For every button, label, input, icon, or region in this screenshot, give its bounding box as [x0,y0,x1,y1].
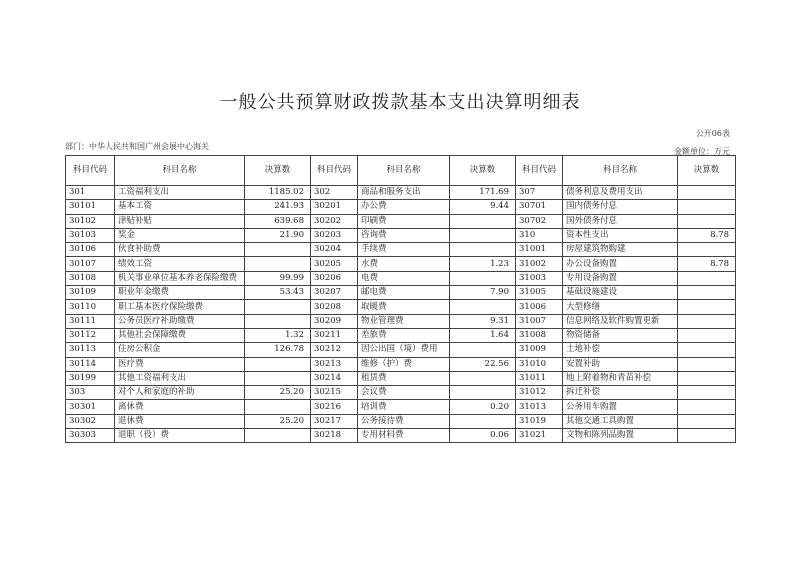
amount-cell [450,300,516,314]
subject-code-cell: 310 [516,228,563,242]
amount-cell: 639.68 [245,214,311,228]
amount-cell [678,243,736,257]
subject-name-cell: 培训费 [358,400,450,414]
table-row [66,228,736,242]
amount-cell: 7.90 [450,286,516,300]
subject-name-cell: 电费 [358,271,450,285]
table-row [66,386,736,400]
subject-code-cell: 30301 [66,400,115,414]
amount-cell [450,228,516,242]
subject-name-cell: 国内债务付息 [563,200,678,214]
amount-cell: 1.32 [245,328,311,342]
subject-code-cell: 30199 [66,371,115,385]
subject-name-cell: 租赁费 [358,371,450,385]
amount-cell [678,300,736,314]
table-row [66,200,736,214]
amount-cell [678,214,736,228]
subject-name-cell: 基本工资 [115,200,245,214]
amount-unit-label: 金额单位：万元 [674,147,730,156]
header-subject-name-1: 科目名称 [115,156,245,186]
amount-cell [678,343,736,357]
subject-code-cell: 30206 [311,271,358,285]
subject-code-cell: 30207 [311,286,358,300]
subject-name-cell: 商品和服务支出 [358,186,450,200]
amount-cell [245,314,311,328]
table-row [66,328,736,342]
amount-cell [450,414,516,428]
amount-cell [678,186,736,200]
subject-code-cell: 31010 [516,357,563,371]
subject-name-cell: 对个人和家庭的补助 [115,386,245,400]
header-amount-2: 决算数 [450,156,516,186]
table-row [66,286,736,300]
subject-code-cell: 30209 [311,314,358,328]
amount-cell [678,386,736,400]
subject-name-cell: 物业管理费 [358,314,450,328]
subject-code-cell: 30702 [516,214,563,228]
amount-cell [678,429,736,443]
subject-name-cell: 退职（役）费 [115,429,245,443]
amount-cell: 241.93 [245,200,311,214]
subject-name-cell: 资本性支出 [563,228,678,242]
subject-name-cell: 基础设施建设 [563,286,678,300]
subject-code-cell: 31019 [516,414,563,428]
subject-code-cell: 30215 [311,386,358,400]
subject-name-cell: 绩效工资 [115,257,245,271]
subject-code-cell: 30217 [311,414,358,428]
table-row [66,214,736,228]
subject-code-cell: 30201 [311,200,358,214]
subject-name-cell: 职工基本医疗保险缴费 [115,300,245,314]
table-header-row [66,156,736,186]
amount-cell [678,414,736,428]
subject-name-cell: 奖金 [115,228,245,242]
subject-name-cell: 伙食补助费 [115,243,245,257]
amount-cell: 9.44 [450,200,516,214]
subject-code-cell: 31005 [516,286,563,300]
subject-name-cell: 文物和陈列品购置 [563,429,678,443]
subject-name-cell: 公务接待费 [358,414,450,428]
subject-name-cell: 手续费 [358,243,450,257]
subject-code-cell: 30202 [311,214,358,228]
subject-name-cell: 职业年金缴费 [115,286,245,300]
subject-name-cell: 机关事业单位基本养老保险缴费 [115,271,245,285]
subject-code-cell: 30101 [66,200,115,214]
table-row [66,414,736,428]
amount-cell: 0.06 [450,429,516,443]
amount-cell [245,243,311,257]
subject-name-cell: 咨询费 [358,228,450,242]
amount-cell [245,429,311,443]
amount-cell [245,400,311,414]
subject-code-cell: 30214 [311,371,358,385]
subject-code-cell: 30205 [311,257,358,271]
amount-cell: 1.64 [450,328,516,342]
subject-code-cell: 30216 [311,400,358,414]
amount-cell [678,400,736,414]
subject-name-cell: 退休费 [115,414,245,428]
subject-code-cell: 31011 [516,371,563,385]
amount-cell [450,386,516,400]
amount-cell: 21.90 [245,228,311,242]
amount-cell [450,271,516,285]
table-body [66,186,736,443]
subject-name-cell: 房屋建筑物购建 [563,243,678,257]
table-row [66,429,736,443]
subject-code-cell: 31007 [516,314,563,328]
table-row [66,357,736,371]
subject-name-cell: 维修（护）费 [358,357,450,371]
subject-name-cell: 会议费 [358,386,450,400]
subject-code-cell: 301 [66,186,115,200]
amount-cell: 22.56 [450,357,516,371]
amount-cell [245,357,311,371]
subject-code-cell: 31001 [516,243,563,257]
subject-name-cell: 医疗费 [115,357,245,371]
amount-cell [678,314,736,328]
amount-cell [450,371,516,385]
subject-name-cell: 津贴补贴 [115,214,245,228]
amount-cell [450,343,516,357]
expenditure-table [65,155,736,443]
subject-code-cell: 30103 [66,228,115,242]
subject-code-cell: 30102 [66,214,115,228]
subject-code-cell: 30203 [311,228,358,242]
amount-cell: 8.78 [678,228,736,242]
table-row [66,400,736,414]
subject-code-cell: 302 [311,186,358,200]
amount-cell: 171.69 [450,186,516,200]
subject-code-cell: 30106 [66,243,115,257]
amount-cell: 53.43 [245,286,311,300]
subject-name-cell: 地上附着物和青苗补偿 [563,371,678,385]
amount-cell [678,286,736,300]
header-amount-3: 决算数 [678,156,736,186]
amount-cell: 25.20 [245,386,311,400]
department-label: 部门：中华人民共和国广州会展中心海关 [65,142,209,151]
subject-name-cell: 信息网络及软件购置更新 [563,314,678,328]
subject-code-cell: 31002 [516,257,563,271]
subject-name-cell: 公务用车购置 [563,400,678,414]
amount-cell: 99.99 [245,271,311,285]
header-subject-name-3: 科目名称 [563,156,678,186]
amount-cell [678,200,736,214]
header-subject-name-2: 科目名称 [358,156,450,186]
subject-name-cell: 物资储备 [563,328,678,342]
subject-name-cell: 土地补偿 [563,343,678,357]
amount-cell [450,243,516,257]
amount-cell [678,271,736,285]
amount-cell: 126.78 [245,343,311,357]
subject-code-cell: 30208 [311,300,358,314]
subject-name-cell: 因公出国（境）费用 [358,343,450,357]
subject-name-cell: 国外债务付息 [563,214,678,228]
subject-name-cell: 取暖费 [358,300,450,314]
subject-code-cell: 30109 [66,286,115,300]
amount-cell [245,371,311,385]
subject-code-cell: 31021 [516,429,563,443]
amount-cell [678,371,736,385]
subject-name-cell: 债务利息及费用支出 [563,186,678,200]
subject-code-cell: 30108 [66,271,115,285]
table-row [66,186,736,200]
amount-cell [450,214,516,228]
subject-name-cell: 水费 [358,257,450,271]
amount-cell: 0.20 [450,400,516,414]
subject-name-cell: 大型修缮 [563,300,678,314]
table-row [66,257,736,271]
table-row [66,343,736,357]
table-row [66,243,736,257]
subject-code-cell: 31006 [516,300,563,314]
table-row [66,271,736,285]
amount-cell: 1185.02 [245,186,311,200]
subject-name-cell: 离休费 [115,400,245,414]
page-title: 一般公共预算财政拨款基本支出决算明细表 [219,92,581,113]
subject-code-cell: 31003 [516,271,563,285]
subject-name-cell: 办公设备购置 [563,257,678,271]
subject-name-cell: 拆迁补偿 [563,386,678,400]
subject-code-cell: 31008 [516,328,563,342]
subject-code-cell: 30302 [66,414,115,428]
subject-name-cell: 其他社会保障缴费 [115,328,245,342]
form-number: 公开06表 [695,129,730,138]
subject-code-cell: 30107 [66,257,115,271]
subject-code-cell: 307 [516,186,563,200]
subject-name-cell: 住房公积金 [115,343,245,357]
amount-cell [245,257,311,271]
table-row [66,314,736,328]
subject-name-cell: 安置补助 [563,357,678,371]
subject-code-cell: 31009 [516,343,563,357]
subject-name-cell: 邮电费 [358,286,450,300]
amount-cell [678,328,736,342]
subject-code-cell: 30212 [311,343,358,357]
subject-code-cell: 30113 [66,343,115,357]
subject-code-cell: 30112 [66,328,115,342]
header-subject-code-2: 科目代码 [311,156,358,186]
subject-name-cell: 专用设备购置 [563,271,678,285]
subject-code-cell: 30110 [66,300,115,314]
subject-name-cell: 办公费 [358,200,450,214]
subject-name-cell: 其他工资福利支出 [115,371,245,385]
subject-code-cell: 31012 [516,386,563,400]
subject-code-cell: 30204 [311,243,358,257]
subject-name-cell: 工资福利支出 [115,186,245,200]
subject-code-cell: 303 [66,386,115,400]
table-row [66,371,736,385]
amount-cell: 8.78 [678,257,736,271]
subject-name-cell: 专用材料费 [358,429,450,443]
subject-name-cell: 差旅费 [358,328,450,342]
subject-code-cell: 30211 [311,328,358,342]
subject-name-cell: 公务员医疗补助缴费 [115,314,245,328]
header-amount-1: 决算数 [245,156,311,186]
amount-cell: 1.23 [450,257,516,271]
subject-code-cell: 30701 [516,200,563,214]
subject-code-cell: 31013 [516,400,563,414]
table-row [66,300,736,314]
subject-name-cell: 印刷费 [358,214,450,228]
header-subject-code-1: 科目代码 [66,156,115,186]
amount-cell: 9.31 [450,314,516,328]
subject-code-cell: 30111 [66,314,115,328]
amount-cell [678,357,736,371]
subject-code-cell: 30114 [66,357,115,371]
subject-code-cell: 30218 [311,429,358,443]
subject-code-cell: 30303 [66,429,115,443]
subject-code-cell: 30213 [311,357,358,371]
amount-cell: 25.20 [245,414,311,428]
amount-cell [245,300,311,314]
subject-name-cell: 其他交通工具购置 [563,414,678,428]
header-subject-code-3: 科目代码 [516,156,563,186]
